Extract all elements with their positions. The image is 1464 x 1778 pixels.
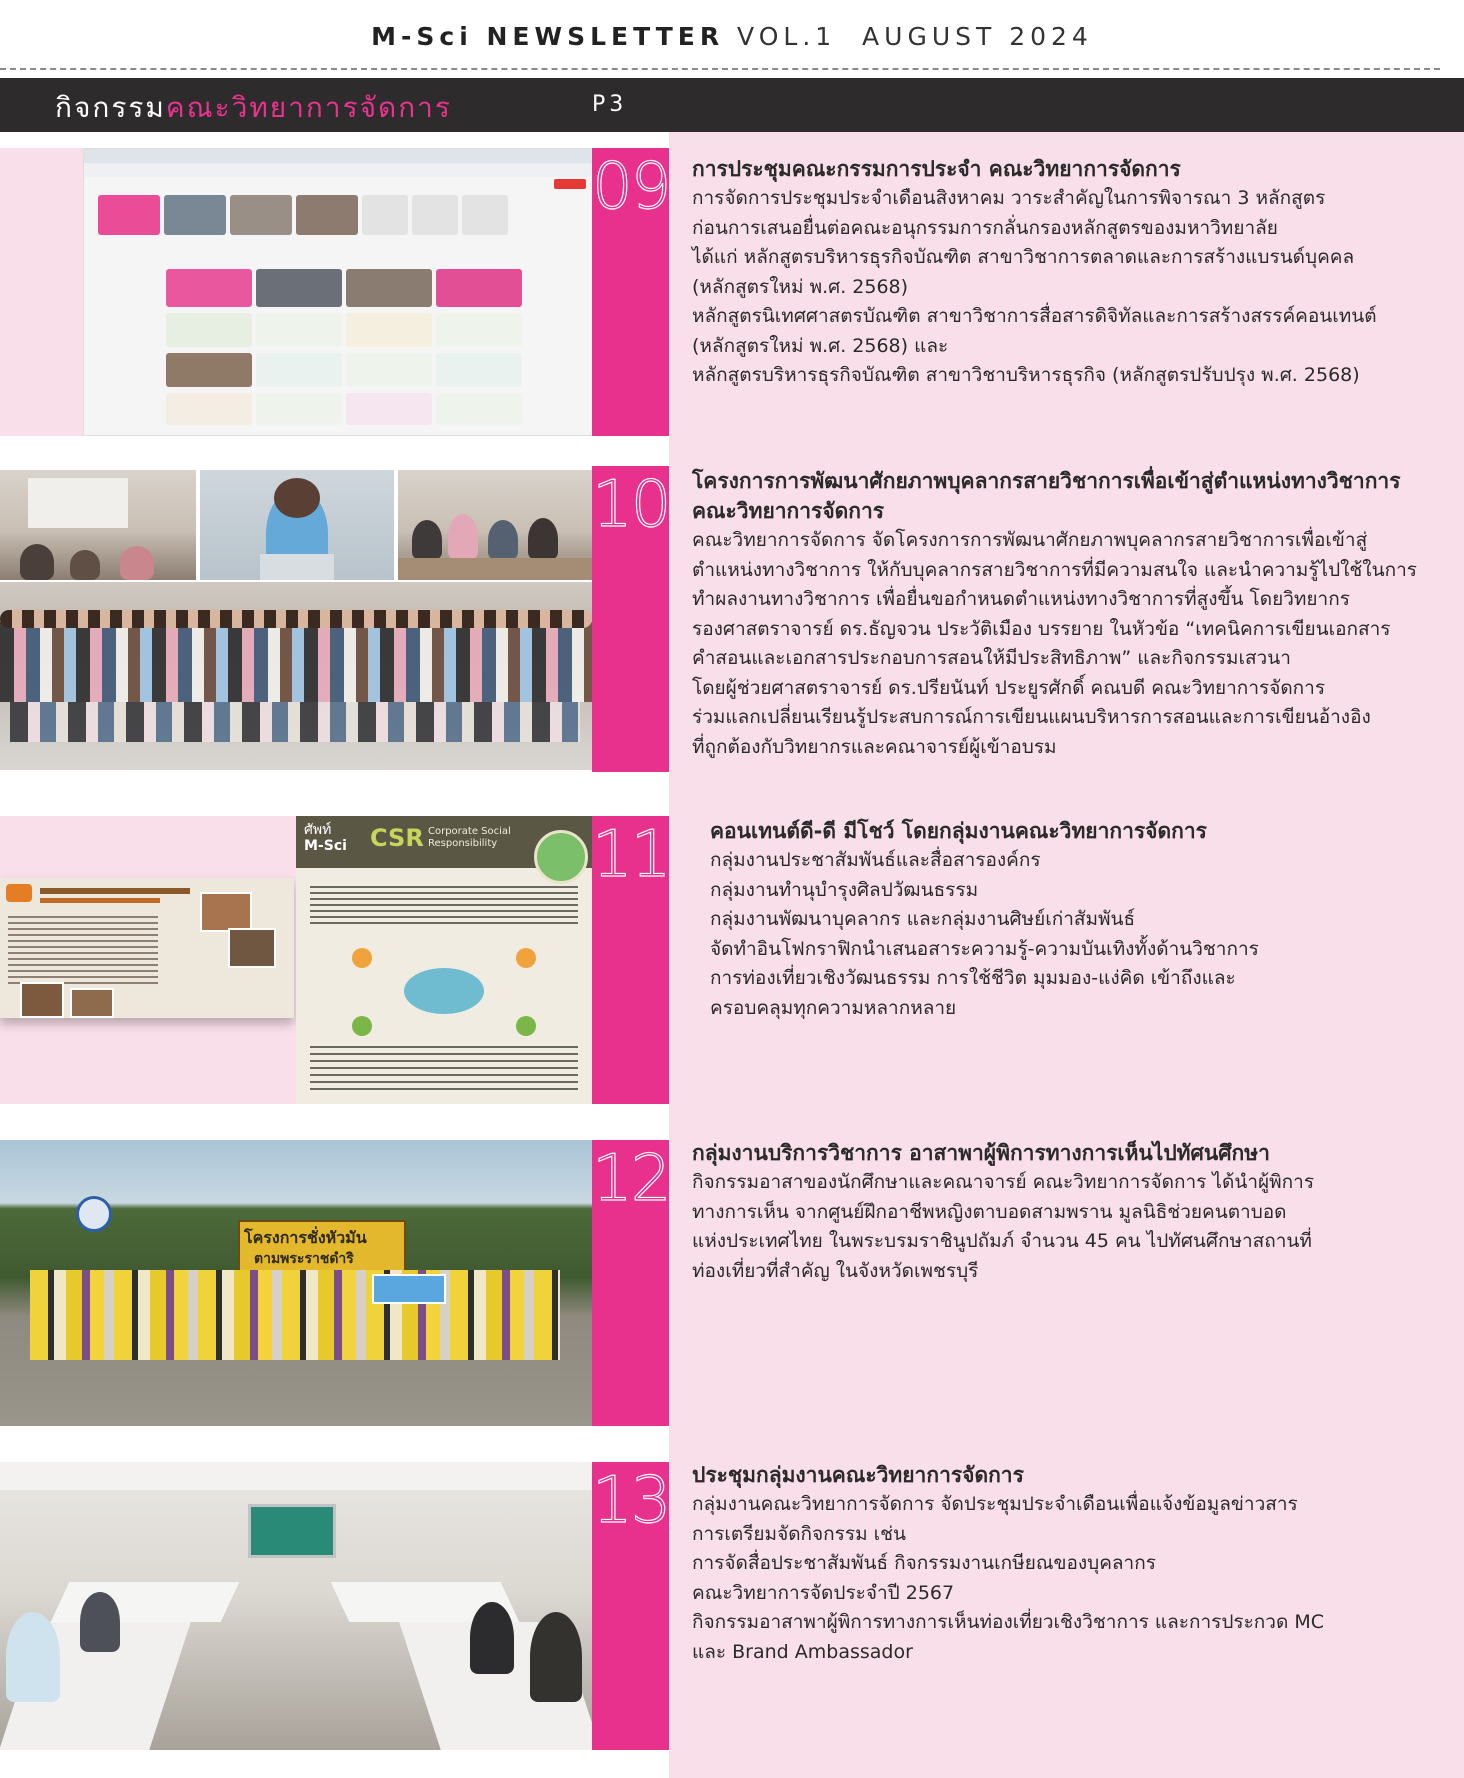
group-photo — [0, 582, 592, 770]
item-13-body: กลุ่มงานคณะวิทยาการจัดการ จัดประชุมประจำเดือนเพื่อแจ้งข้อมูลข่าวสาร การเตรียมจัดกิจกรรม เช่น การจัดสื่อประชาสัมพันธ์ กิจกรรมงานเกษียณของบุคลากร คณะวิทยาการจัดประจำปี 2567 กิจกรรมอาสาพาผู้พิการทางการเห็นท่องเที่ยวเชิงวิชาการ และการประกวด MC และ Brand Ambassador — [692, 1493, 1325, 1663]
section-title-highlight: คณะวิทยาการจัดการ — [165, 91, 452, 124]
attendees-photo — [398, 470, 592, 580]
participant-tile — [346, 313, 432, 347]
item-13-text — [692, 1460, 1452, 1667]
globe-icon — [534, 830, 588, 884]
participant-tile — [166, 313, 252, 347]
video-meeting-screenshot — [83, 148, 594, 436]
participant-tile — [346, 393, 432, 425]
item-11-text — [710, 816, 1464, 1023]
browser-addressbar — [84, 163, 593, 177]
section-title — [55, 86, 452, 130]
project-sign: โครงการชั่งหัวมัน ตามพระราชดำริ — [238, 1220, 406, 1274]
participant-tile — [164, 195, 226, 235]
dashed-divider — [0, 68, 1440, 70]
item-12-text — [692, 1138, 1452, 1286]
participant-tile — [362, 195, 408, 235]
speaker-photo — [200, 470, 394, 580]
csr-infographic — [296, 816, 592, 1104]
item-11-title: คอนเทนต์ดี-ดี มีโชว์ โดยกลุ่มงานคณะวิทยาการจัดการ — [710, 819, 1207, 843]
participant-tile — [256, 393, 342, 425]
ceiling — [0, 1462, 592, 1490]
item-10-number: 10 — [592, 468, 670, 542]
page-number: P3 — [592, 92, 628, 117]
participant-tile — [230, 195, 292, 235]
item-12-number: 12 — [592, 1142, 670, 1216]
participant-tile — [346, 353, 432, 387]
masthead-issue: VOL.1 AUGUST 2024 — [737, 22, 1093, 51]
laptop — [260, 554, 334, 580]
csr-subtitle: Corporate Social Responsibility — [428, 826, 511, 849]
item-13-title: ประชุมกลุ่มงานคณะวิทยาการจัดการ — [692, 1463, 1024, 1487]
item-10-body: คณะวิทยาการจัดการ จัดโครงการการพัฒนาศักยภาพบุคลากรสายวิชาการเพื่อเข้าสู่ ตำแหน่งทางวิชาการ ให้กับบุคลากรสายวิชาการที่มีความสนใจ และนำความรู้ไปใช้ในการ ทำผลงานทางวิชาการ เพื่อยื่นขอกำหนดตำแหน่งทางวิชาการที่สูงขึ้น โดยวิทยากร รองศาสตราจารย์ ดร.ธัญจวน ประวัติเมือง บรรยาย ในหัวข้อ “เทคนิคการเขียนเอกสาร คำสอนและเอกสารประกอบการสอนให้มีประสิทธิภาพ” และกิจกรรมเสวนา โดยผู้ช่วยศาสตราจารย์ ดร.ปรียนันท์ ประยูรศักดิ์ คณบดี คณะวิทยาการจัดการ ร่วมแลกเปลี่ยนเรียนรู้ประสบการณ์การเขียนแผนบริหารการสอนและการเขียนอ้างอิง ที่ถูกต้องกับวิทยากรและคณาจารย์ผู้เข้าอบรม — [692, 529, 1417, 758]
item-12-accent-strip — [592, 1140, 669, 1426]
leave-button — [554, 179, 586, 189]
participant-tile — [256, 313, 342, 347]
participant-tile — [166, 393, 252, 425]
wall-screen — [248, 1504, 336, 1558]
projector-screen — [28, 478, 128, 528]
field-trip-photo — [0, 1140, 592, 1426]
participant-tile — [436, 269, 522, 307]
item-10-accent-strip — [592, 466, 669, 772]
participant-tile — [166, 353, 252, 387]
item-09-body: การจัดการประชุมประจำเดือนสิงหาคม วาระสำคัญในการพิจารณา 3 หลักสูตร ก่อนการเสนอยื่นต่อคณะอนุกรรมการกลั่นกรองหลักสูตรของมหาวิทยาลัย ได้แก่ หลักสูตรบริหารธุรกิจบัณฑิต สาขาวิชาการตลาดและการสร้างแบรนด์บุคคล (หลักสูตรใหม่ พ.ศ. 2568) หลักสูตรนิเทศศาสตรบัณฑิต สาขาวิชาการสื่อสารดิจิทัลและการสร้างสรรค์คอนเทนต์ (หลักสูตรใหม่ พ.ศ. 2568) และ หลักสูตรบริหารธุรกิจบัณฑิต สาขาวิชาบริหารธุรกิจ (หลักสูตรปรับปรุง พ.ศ. 2568) — [692, 187, 1377, 386]
item-11-body: กลุ่มงานประชาสัมพันธ์และสื่อสารองค์กร กลุ่มงานทำนุบำรุงศิลปวัฒนธรรม กลุ่มงานพัฒนาบุคลากร และกลุ่มงานศิษย์เก่าสัมพันธ์ จัดทำอินโฟกราฟิกนำเสนอสาระความรู้-ความบันเทิงทั้งด้านวิชาการ การท่องเที่ยวเชิงวัฒนธรรม การใช้ชีวิต มุมมอง-แง่คิด เข้าถึงและ ครอบคลุมทุกความหลากหลาย — [710, 849, 1259, 1019]
browser-tabbar — [84, 149, 593, 163]
item-11-accent-strip — [592, 816, 669, 1104]
participant-tile — [296, 195, 358, 235]
participant-tile — [436, 393, 522, 425]
item-12-title: กลุ่มงานบริการวิชาการ อาสาพาผู้พิการทางการเห็นไปทัศนศึกษา — [692, 1141, 1270, 1165]
participant-tile — [256, 353, 342, 387]
participant-tile — [98, 195, 160, 235]
item-09-accent-strip — [592, 148, 669, 436]
item-13-accent-strip — [592, 1462, 669, 1750]
participant-tile — [412, 195, 458, 235]
culture-infographic — [0, 878, 294, 1018]
participant-tile — [436, 313, 522, 347]
seminar-room-photo — [0, 470, 196, 580]
item-12-body: กิจกรรมอาสาของนักศึกษาและคณาจารย์ คณะวิทยาการจัดการ ได้นำผู้พิการ ทางการเห็น จากศูนย์ฝึกอาชีพหญิงตาบอดสามพราน มูลนิธิช่วยคนตาบอด แห่งประเทศไทย ในพระบรมราชินูปถัมภ์ จำนวน 45 คน ไปทัศนศึกษาสถานที่ ท่องเที่ยวที่สำคัญ ในจังหวัดเพชรบุรี — [692, 1171, 1315, 1282]
csr-title: CSR — [370, 824, 424, 852]
logo-badge — [6, 884, 32, 902]
item-10-title: โครงการการพัฒนาศักยภาพบุคลากรสายวิชาการเพื่อเข้าสู่ตำแหน่งทางวิชาการ คณะวิทยาการจัดการ — [692, 469, 1401, 523]
item-09-number: 09 — [592, 150, 670, 224]
item-09-title: การประชุมคณะกรรมการประจำ คณะวิทยาการจัดการ — [692, 157, 1181, 181]
participant-tile — [256, 269, 342, 307]
group-banner — [372, 1274, 446, 1304]
traffic-sign — [76, 1196, 112, 1232]
left-table — [51, 1582, 240, 1622]
meeting-room-photo — [0, 1462, 592, 1750]
masthead-title: M-Sci NEWSLETTER — [371, 22, 725, 51]
item-13-number: 13 — [592, 1464, 670, 1538]
section-header-bar — [0, 78, 1464, 132]
participant-tile — [166, 269, 252, 307]
participant-tile — [346, 269, 432, 307]
item-09-text — [692, 154, 1452, 391]
participant-tile — [436, 353, 522, 387]
csr-badge: ศัพท์ M-Sci — [304, 822, 347, 854]
newsletter-masthead — [0, 22, 1464, 51]
section-title-prefix: กิจกรรม — [55, 91, 166, 124]
earth-graphic — [404, 968, 484, 1014]
participant-tile — [462, 195, 508, 235]
item-10-text — [692, 466, 1452, 762]
item-11-number: 11 — [592, 818, 670, 892]
